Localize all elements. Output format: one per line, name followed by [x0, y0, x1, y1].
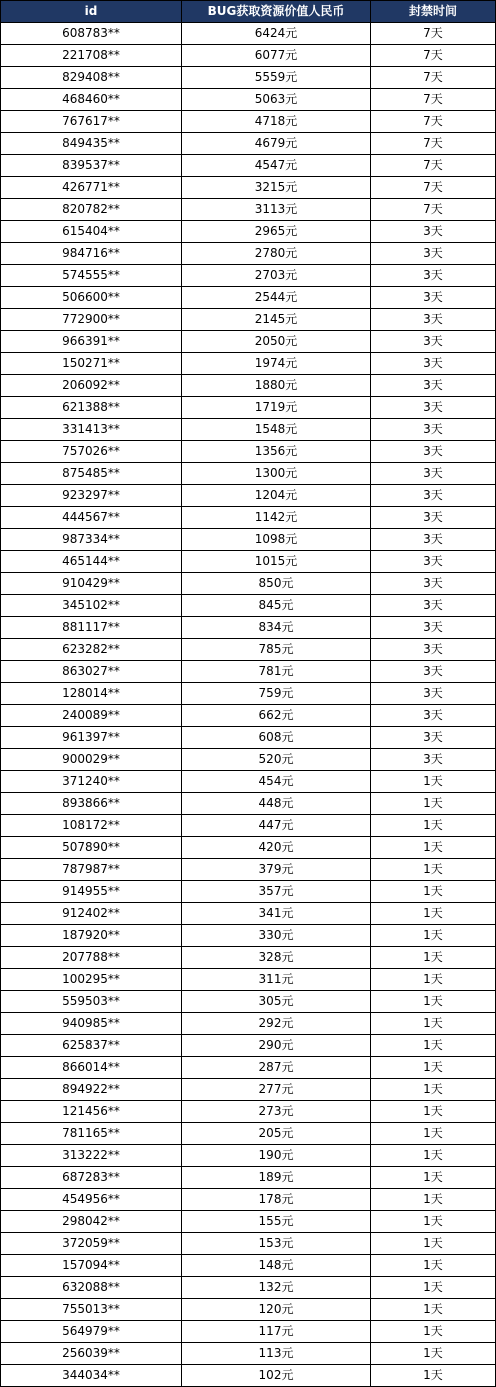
- cell-ban-duration: 1天: [371, 1211, 496, 1233]
- cell-ban-duration: 1天: [371, 1299, 496, 1321]
- cell-id: 150271**: [1, 353, 182, 375]
- cell-ban-duration: 1天: [371, 1321, 496, 1343]
- table-row: [1, 551, 496, 573]
- cell-value: 1356元: [182, 441, 371, 463]
- cell-id: 426771**: [1, 177, 182, 199]
- cell-id: 240089**: [1, 705, 182, 727]
- cell-value: 447元: [182, 815, 371, 837]
- cell-id: 574555**: [1, 265, 182, 287]
- cell-ban-duration: 7天: [371, 177, 496, 199]
- cell-ban-duration: 3天: [371, 705, 496, 727]
- cell-ban-duration: 7天: [371, 67, 496, 89]
- cell-value: 2145元: [182, 309, 371, 331]
- cell-id: 829408**: [1, 67, 182, 89]
- table-header: [1, 1, 496, 23]
- cell-id: 100295**: [1, 969, 182, 991]
- cell-ban-duration: 3天: [371, 639, 496, 661]
- cell-value: 845元: [182, 595, 371, 617]
- cell-value: 273元: [182, 1101, 371, 1123]
- cell-value: 148元: [182, 1255, 371, 1277]
- cell-value: 330元: [182, 925, 371, 947]
- cell-value: 117元: [182, 1321, 371, 1343]
- table-row: [1, 837, 496, 859]
- cell-id: 465144**: [1, 551, 182, 573]
- cell-ban-duration: 3天: [371, 375, 496, 397]
- cell-ban-duration: 1天: [371, 925, 496, 947]
- cell-id: 128014**: [1, 683, 182, 705]
- table-row: [1, 1057, 496, 1079]
- cell-ban-duration: 3天: [371, 309, 496, 331]
- cell-id: 506600**: [1, 287, 182, 309]
- cell-value: 850元: [182, 573, 371, 595]
- cell-value: 781元: [182, 661, 371, 683]
- cell-value: 1142元: [182, 507, 371, 529]
- cell-value: 6077元: [182, 45, 371, 67]
- cell-ban-duration: 1天: [371, 1167, 496, 1189]
- cell-value: 608元: [182, 727, 371, 749]
- cell-value: 290元: [182, 1035, 371, 1057]
- table-row: [1, 1145, 496, 1167]
- table-row: [1, 463, 496, 485]
- cell-ban-duration: 3天: [371, 485, 496, 507]
- cell-ban-duration: 1天: [371, 1365, 496, 1387]
- cell-id: 767617**: [1, 111, 182, 133]
- header-row: [1, 1, 496, 23]
- table-row: [1, 947, 496, 969]
- cell-value: 2544元: [182, 287, 371, 309]
- cell-id: 914955**: [1, 881, 182, 903]
- cell-value: 4679元: [182, 133, 371, 155]
- cell-ban-duration: 1天: [371, 969, 496, 991]
- table-row: [1, 353, 496, 375]
- cell-id: 187920**: [1, 925, 182, 947]
- cell-id: 849435**: [1, 133, 182, 155]
- cell-id: 121456**: [1, 1101, 182, 1123]
- cell-value: 2965元: [182, 221, 371, 243]
- cell-value: 785元: [182, 639, 371, 661]
- table-row: [1, 925, 496, 947]
- cell-ban-duration: 7天: [371, 155, 496, 177]
- table-row: [1, 1211, 496, 1233]
- cell-value: 190元: [182, 1145, 371, 1167]
- table-row: [1, 265, 496, 287]
- cell-id: 820782**: [1, 199, 182, 221]
- cell-ban-duration: 1天: [371, 1123, 496, 1145]
- cell-value: 113元: [182, 1343, 371, 1365]
- cell-id: 912402**: [1, 903, 182, 925]
- cell-id: 900029**: [1, 749, 182, 771]
- cell-id: 206092**: [1, 375, 182, 397]
- cell-value: 2050元: [182, 331, 371, 353]
- cell-id: 345102**: [1, 595, 182, 617]
- table-row: [1, 727, 496, 749]
- table-row: [1, 1321, 496, 1343]
- cell-id: 371240**: [1, 771, 182, 793]
- table-row: [1, 1343, 496, 1365]
- table-row: [1, 815, 496, 837]
- cell-value: 132元: [182, 1277, 371, 1299]
- cell-value: 3215元: [182, 177, 371, 199]
- cell-id: 331413**: [1, 419, 182, 441]
- table-row: [1, 969, 496, 991]
- cell-id: 893866**: [1, 793, 182, 815]
- cell-value: 2703元: [182, 265, 371, 287]
- table-row: [1, 529, 496, 551]
- cell-id: 313222**: [1, 1145, 182, 1167]
- cell-value: 6424元: [182, 23, 371, 45]
- table-row: [1, 177, 496, 199]
- column-header-value: BUG获取资源价值人民币: [182, 1, 371, 23]
- table-row: [1, 1167, 496, 1189]
- cell-value: 454元: [182, 771, 371, 793]
- cell-ban-duration: 1天: [371, 793, 496, 815]
- cell-id: 372059**: [1, 1233, 182, 1255]
- cell-id: 625837**: [1, 1035, 182, 1057]
- cell-ban-duration: 3天: [371, 331, 496, 353]
- cell-id: 559503**: [1, 991, 182, 1013]
- cell-ban-duration: 3天: [371, 727, 496, 749]
- cell-id: 108172**: [1, 815, 182, 837]
- table-row: [1, 485, 496, 507]
- cell-value: 153元: [182, 1233, 371, 1255]
- cell-value: 1015元: [182, 551, 371, 573]
- table-row: [1, 67, 496, 89]
- cell-id: 787987**: [1, 859, 182, 881]
- table-row: [1, 595, 496, 617]
- cell-ban-duration: 3天: [371, 265, 496, 287]
- cell-ban-duration: 3天: [371, 573, 496, 595]
- table-row: [1, 199, 496, 221]
- cell-id: 344034**: [1, 1365, 182, 1387]
- cell-value: 1880元: [182, 375, 371, 397]
- table-row: [1, 771, 496, 793]
- cell-ban-duration: 3天: [371, 661, 496, 683]
- cell-value: 292元: [182, 1013, 371, 1035]
- cell-value: 4718元: [182, 111, 371, 133]
- table-row: [1, 375, 496, 397]
- cell-ban-duration: 7天: [371, 199, 496, 221]
- cell-id: 507890**: [1, 837, 182, 859]
- table-row: [1, 903, 496, 925]
- cell-ban-duration: 3天: [371, 419, 496, 441]
- cell-value: 277元: [182, 1079, 371, 1101]
- cell-value: 2780元: [182, 243, 371, 265]
- cell-ban-duration: 1天: [371, 1013, 496, 1035]
- cell-value: 4547元: [182, 155, 371, 177]
- table-row: [1, 1013, 496, 1035]
- cell-ban-duration: 3天: [371, 353, 496, 375]
- cell-value: 3113元: [182, 199, 371, 221]
- cell-ban-duration: 1天: [371, 903, 496, 925]
- cell-id: 468460**: [1, 89, 182, 111]
- table-row: [1, 133, 496, 155]
- table-row: [1, 1365, 496, 1387]
- table-row: [1, 573, 496, 595]
- cell-id: 207788**: [1, 947, 182, 969]
- table-row: [1, 881, 496, 903]
- table-row: [1, 1255, 496, 1277]
- cell-value: 341元: [182, 903, 371, 925]
- cell-id: 256039**: [1, 1343, 182, 1365]
- cell-id: 157094**: [1, 1255, 182, 1277]
- table-row: [1, 1189, 496, 1211]
- cell-ban-duration: 1天: [371, 1101, 496, 1123]
- table-row: [1, 859, 496, 881]
- cell-id: 984716**: [1, 243, 182, 265]
- table-row: [1, 23, 496, 45]
- cell-ban-duration: 3天: [371, 683, 496, 705]
- cell-id: 615404**: [1, 221, 182, 243]
- cell-ban-duration: 1天: [371, 1233, 496, 1255]
- cell-ban-duration: 1天: [371, 1189, 496, 1211]
- cell-ban-duration: 1天: [371, 1145, 496, 1167]
- table-row: [1, 1233, 496, 1255]
- cell-value: 1204元: [182, 485, 371, 507]
- table-row: [1, 1079, 496, 1101]
- cell-id: 923297**: [1, 485, 182, 507]
- cell-value: 328元: [182, 947, 371, 969]
- table-row: [1, 287, 496, 309]
- table-row: [1, 89, 496, 111]
- cell-ban-duration: 1天: [371, 1035, 496, 1057]
- table-row: [1, 639, 496, 661]
- cell-id: 564979**: [1, 1321, 182, 1343]
- table-row: [1, 991, 496, 1013]
- cell-id: 298042**: [1, 1211, 182, 1233]
- cell-ban-duration: 3天: [371, 617, 496, 639]
- cell-id: 444567**: [1, 507, 182, 529]
- cell-ban-duration: 3天: [371, 397, 496, 419]
- cell-ban-duration: 3天: [371, 441, 496, 463]
- table-row: [1, 793, 496, 815]
- table-row: [1, 243, 496, 265]
- table-row: [1, 397, 496, 419]
- cell-value: 357元: [182, 881, 371, 903]
- table-row: [1, 617, 496, 639]
- cell-value: 420元: [182, 837, 371, 859]
- cell-id: 632088**: [1, 1277, 182, 1299]
- cell-value: 759元: [182, 683, 371, 705]
- cell-ban-duration: 3天: [371, 463, 496, 485]
- cell-value: 1548元: [182, 419, 371, 441]
- cell-id: 940985**: [1, 1013, 182, 1035]
- cell-value: 287元: [182, 1057, 371, 1079]
- cell-value: 1719元: [182, 397, 371, 419]
- cell-id: 894922**: [1, 1079, 182, 1101]
- table-row: [1, 749, 496, 771]
- cell-ban-duration: 3天: [371, 595, 496, 617]
- cell-value: 662元: [182, 705, 371, 727]
- cell-ban-duration: 1天: [371, 1343, 496, 1365]
- cell-id: 623282**: [1, 639, 182, 661]
- cell-id: 839537**: [1, 155, 182, 177]
- table-row: [1, 419, 496, 441]
- cell-ban-duration: 7天: [371, 111, 496, 133]
- table-row: [1, 111, 496, 133]
- cell-value: 1098元: [182, 529, 371, 551]
- cell-value: 834元: [182, 617, 371, 639]
- cell-id: 866014**: [1, 1057, 182, 1079]
- cell-id: 987334**: [1, 529, 182, 551]
- cell-value: 189元: [182, 1167, 371, 1189]
- cell-id: 221708**: [1, 45, 182, 67]
- table-row: [1, 221, 496, 243]
- cell-value: 448元: [182, 793, 371, 815]
- cell-ban-duration: 3天: [371, 287, 496, 309]
- cell-id: 875485**: [1, 463, 182, 485]
- table-row: [1, 1123, 496, 1145]
- cell-ban-duration: 1天: [371, 881, 496, 903]
- cell-ban-duration: 3天: [371, 507, 496, 529]
- cell-id: 755013**: [1, 1299, 182, 1321]
- cell-value: 1300元: [182, 463, 371, 485]
- cell-value: 178元: [182, 1189, 371, 1211]
- cell-id: 863027**: [1, 661, 182, 683]
- table-row: [1, 45, 496, 67]
- cell-ban-duration: 7天: [371, 45, 496, 67]
- cell-id: 781165**: [1, 1123, 182, 1145]
- cell-id: 757026**: [1, 441, 182, 463]
- table-row: [1, 1035, 496, 1057]
- table-row: [1, 661, 496, 683]
- table-row: [1, 1277, 496, 1299]
- cell-value: 305元: [182, 991, 371, 1013]
- table-row: [1, 1101, 496, 1123]
- cell-ban-duration: 7天: [371, 23, 496, 45]
- cell-value: 205元: [182, 1123, 371, 1145]
- cell-ban-duration: 1天: [371, 815, 496, 837]
- cell-ban-duration: 1天: [371, 1079, 496, 1101]
- cell-id: 772900**: [1, 309, 182, 331]
- cell-ban-duration: 1天: [371, 859, 496, 881]
- cell-id: 687283**: [1, 1167, 182, 1189]
- table-row: [1, 331, 496, 353]
- cell-ban-duration: 1天: [371, 947, 496, 969]
- cell-value: 311元: [182, 969, 371, 991]
- table-row: [1, 507, 496, 529]
- table-row: [1, 683, 496, 705]
- cell-ban-duration: 3天: [371, 243, 496, 265]
- cell-value: 155元: [182, 1211, 371, 1233]
- cell-value: 120元: [182, 1299, 371, 1321]
- cell-ban-duration: 1天: [371, 991, 496, 1013]
- cell-ban-duration: 1天: [371, 1255, 496, 1277]
- column-header-id: id: [1, 1, 182, 23]
- cell-id: 881117**: [1, 617, 182, 639]
- table-row: [1, 441, 496, 463]
- cell-ban-duration: 7天: [371, 133, 496, 155]
- cell-ban-duration: 7天: [371, 89, 496, 111]
- cell-ban-duration: 3天: [371, 749, 496, 771]
- cell-ban-duration: 3天: [371, 551, 496, 573]
- cell-ban-duration: 1天: [371, 837, 496, 859]
- cell-ban-duration: 1天: [371, 771, 496, 793]
- cell-ban-duration: 3天: [371, 529, 496, 551]
- cell-value: 520元: [182, 749, 371, 771]
- cell-value: 102元: [182, 1365, 371, 1387]
- cell-value: 5063元: [182, 89, 371, 111]
- cell-ban-duration: 1天: [371, 1057, 496, 1079]
- cell-value: 1974元: [182, 353, 371, 375]
- cell-ban-duration: 3天: [371, 221, 496, 243]
- cell-id: 608783**: [1, 23, 182, 45]
- table-body: [1, 23, 496, 1387]
- table-row: [1, 155, 496, 177]
- cell-id: 621388**: [1, 397, 182, 419]
- cell-id: 961397**: [1, 727, 182, 749]
- cell-id: 966391**: [1, 331, 182, 353]
- cell-value: 5559元: [182, 67, 371, 89]
- cell-id: 454956**: [1, 1189, 182, 1211]
- column-header-ban-duration: 封禁时间: [371, 1, 496, 23]
- table-row: [1, 705, 496, 727]
- table-row: [1, 309, 496, 331]
- table-row: [1, 1299, 496, 1321]
- cell-ban-duration: 1天: [371, 1277, 496, 1299]
- cell-value: 379元: [182, 859, 371, 881]
- cell-id: 910429**: [1, 573, 182, 595]
